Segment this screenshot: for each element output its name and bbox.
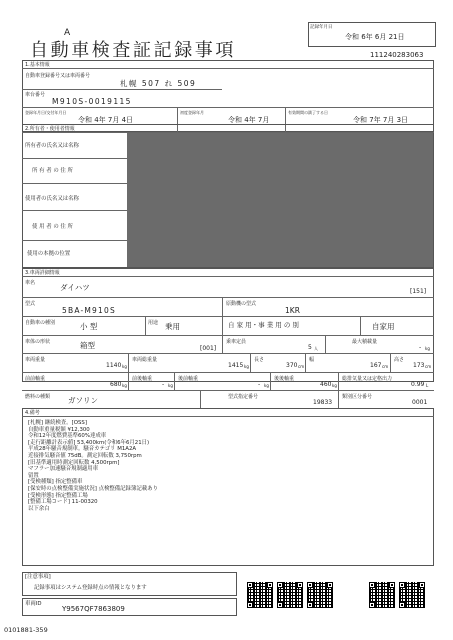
remark-line: 令和12年度燃費基準60%達成車 bbox=[28, 433, 107, 440]
remark-line: [旧基準適用時測定回転数 4,500rpm] bbox=[28, 459, 120, 466]
fuel-label: 燃料の種類 bbox=[25, 394, 51, 400]
remark-line: マフラー加速騒音規制適用車 bbox=[28, 466, 99, 473]
qr-code bbox=[277, 582, 303, 608]
width-value: 167 bbox=[370, 362, 382, 369]
section-vehicle-heading: 3.車両詳細情報 bbox=[25, 270, 60, 276]
remark-line: 自動車重量税額 ¥12,300 bbox=[28, 426, 90, 433]
notice-box bbox=[22, 572, 237, 596]
length-value: 370 bbox=[286, 362, 298, 369]
reg-number-label: 自動車登録番号又は車両番号 bbox=[25, 73, 91, 79]
type-number-value: 19833 bbox=[313, 399, 333, 406]
class-number-label: 類別区分番号 bbox=[342, 394, 373, 400]
qr-code bbox=[247, 582, 273, 608]
height-value: 173 bbox=[413, 362, 425, 369]
length-label: 長さ bbox=[254, 357, 265, 363]
capacity-label: 乗車定員 bbox=[226, 339, 247, 345]
owner-name-label: 所有者の氏名又は名称 bbox=[25, 143, 79, 149]
model-label: 型式 bbox=[25, 301, 36, 307]
capacity-value: 5 bbox=[308, 344, 312, 351]
remark-line: 平成28年騒音規制車。騒音カテゴリ M1A2A bbox=[28, 446, 137, 453]
weight-label: 車両重量 bbox=[25, 357, 46, 363]
type-number-label: 型式指定番号 bbox=[228, 394, 259, 400]
use-value: 乗用 bbox=[165, 322, 180, 331]
rear-front-axle-label: 後前軸重 bbox=[178, 376, 199, 382]
remark-line: 近接排気騒音値 75dB。測定回転数 3,750rpm bbox=[28, 452, 142, 459]
first-reg-value: 令和 4年 7月 bbox=[228, 116, 270, 124]
qr-code bbox=[369, 582, 395, 608]
private-value: 自家用 bbox=[372, 322, 395, 331]
base-location-label: 使用の本拠の位置 bbox=[27, 251, 71, 257]
rear-rear-axle-label: 後後軸重 bbox=[274, 376, 295, 382]
rear-rear-axle-unit: kg bbox=[332, 383, 337, 388]
section-remarks-heading: 4.備考 bbox=[25, 410, 40, 416]
notice-text: 記録事項はシステム登録時点の情報となります bbox=[34, 585, 147, 591]
shape-value: 箱型 bbox=[80, 341, 95, 350]
record-date-box bbox=[308, 22, 436, 47]
record-date-label: 記録年月日 bbox=[310, 25, 333, 30]
notice-label: [注意事項] bbox=[25, 574, 51, 580]
gross-label: 車両総重量 bbox=[132, 357, 158, 363]
qr-code bbox=[399, 582, 425, 608]
expiry-label: 有効期間の満了する日 bbox=[288, 110, 328, 115]
remark-line: 以下余白 bbox=[28, 505, 50, 512]
maker-label: 車名 bbox=[25, 280, 36, 286]
maker-value: ダイハツ bbox=[60, 283, 90, 292]
rear-front-axle-unit: kg bbox=[264, 383, 269, 388]
kind-value: 小 型 bbox=[80, 322, 98, 331]
record-date-value: 令和 6年 6月 21日 bbox=[345, 33, 405, 41]
chassis-number-label: 車台番号 bbox=[25, 92, 46, 98]
expiry-value: 令和 7年 7月 3日 bbox=[353, 116, 409, 124]
chassis-number-value: M910S-0019115 bbox=[52, 97, 132, 106]
capacity-unit: 人 bbox=[314, 346, 318, 351]
vehicle-id-box bbox=[22, 598, 237, 616]
height-unit: cm bbox=[425, 364, 432, 369]
width-label: 幅 bbox=[309, 357, 315, 363]
gross-unit: kg bbox=[244, 364, 249, 369]
gross-value: 1415 bbox=[228, 362, 244, 369]
remarks-list bbox=[28, 420, 158, 512]
remark-line: [受検形態] 指定整備工場 bbox=[28, 492, 88, 499]
section-owner-heading: 2.所有者・使用者情報 bbox=[25, 126, 75, 132]
remark-line: [保安時の点検整備実施状況] 点検整備記録簿記載あり bbox=[28, 485, 158, 492]
user-address-label: 使 用 者 の 住 所 bbox=[32, 224, 73, 230]
document-number: 111240283063 bbox=[370, 51, 424, 59]
front-rear-axle-label: 前後軸重 bbox=[132, 376, 153, 382]
width-unit: cm bbox=[382, 364, 389, 369]
engine-value: 1KR bbox=[285, 306, 300, 315]
shape-label: 車体の形状 bbox=[25, 339, 51, 345]
vehicle-id-label: 車両ID bbox=[25, 601, 42, 607]
maker-code: [151] bbox=[410, 288, 427, 295]
private-label: 自 家 用・事 業 用 の 別 bbox=[228, 321, 299, 329]
max-load-unit: kg bbox=[425, 346, 430, 351]
footer-code: 0101881-359 bbox=[4, 626, 48, 634]
front-front-axle-label: 前前軸重 bbox=[25, 376, 46, 382]
displacement-label: 総排気量又は定格出力 bbox=[342, 376, 393, 382]
use-label: 用途 bbox=[148, 320, 159, 326]
model-value: 5BA-M910S bbox=[62, 306, 116, 315]
length-unit: cm bbox=[298, 364, 305, 369]
rear-rear-axle-value: 460 bbox=[320, 381, 332, 388]
class-number-value: 0001 bbox=[412, 399, 428, 406]
redaction-block bbox=[127, 133, 433, 267]
front-rear-axle-value: - bbox=[162, 381, 165, 388]
qr-code bbox=[307, 582, 333, 608]
remark-line: 留置 bbox=[28, 472, 39, 479]
reg-number-value: 札幌 507 れ 509 bbox=[120, 79, 197, 88]
first-reg-label: 初度登録年月 bbox=[180, 110, 204, 115]
user-name-label: 使用者の氏名又は名称 bbox=[25, 196, 79, 202]
max-load-label: 最大積載量 bbox=[352, 339, 378, 345]
shape-code: [001] bbox=[200, 345, 217, 352]
max-load-value: - bbox=[419, 344, 422, 351]
corner-letter: A bbox=[64, 28, 71, 38]
front-front-axle-value: 680 bbox=[110, 381, 122, 388]
vehicle-id-value: Y9567QF7863809 bbox=[62, 605, 125, 613]
owner-address-label: 所 有 者 の 住 所 bbox=[32, 168, 73, 174]
remark-line: [受検種類] 指定整備車 bbox=[28, 479, 83, 486]
weight-unit: kg bbox=[122, 364, 127, 369]
document-title: 自動車検査証記録事項 bbox=[30, 40, 236, 61]
section-basic-heading: 1.基本情報 bbox=[25, 62, 50, 68]
displacement-value: 0.99 bbox=[411, 381, 425, 388]
fuel-value: ガソリン bbox=[68, 396, 98, 405]
remark-line: [札幌] 継続検査。[OSS] bbox=[28, 420, 87, 426]
front-front-axle-unit: kg bbox=[122, 383, 127, 388]
kind-label: 自動車の種別 bbox=[25, 320, 56, 326]
displacement-unit: L bbox=[426, 383, 429, 388]
remark-line: [整備工場コード] 11-00320 bbox=[28, 499, 98, 506]
weight-value: 1140 bbox=[106, 362, 122, 369]
rear-front-axle-value: - bbox=[258, 381, 261, 388]
remark-line: [走行距離計表示値] 53,400km(令和6年6月21日) bbox=[28, 439, 150, 446]
front-rear-axle-unit: kg bbox=[168, 383, 173, 388]
height-label: 高さ bbox=[394, 357, 405, 363]
reg-date-label: 登録年月日/交付年月日 bbox=[25, 110, 67, 115]
reg-date-value: 令和 4年 7月 4日 bbox=[78, 116, 134, 124]
engine-label: 原動機の型式 bbox=[226, 301, 257, 307]
